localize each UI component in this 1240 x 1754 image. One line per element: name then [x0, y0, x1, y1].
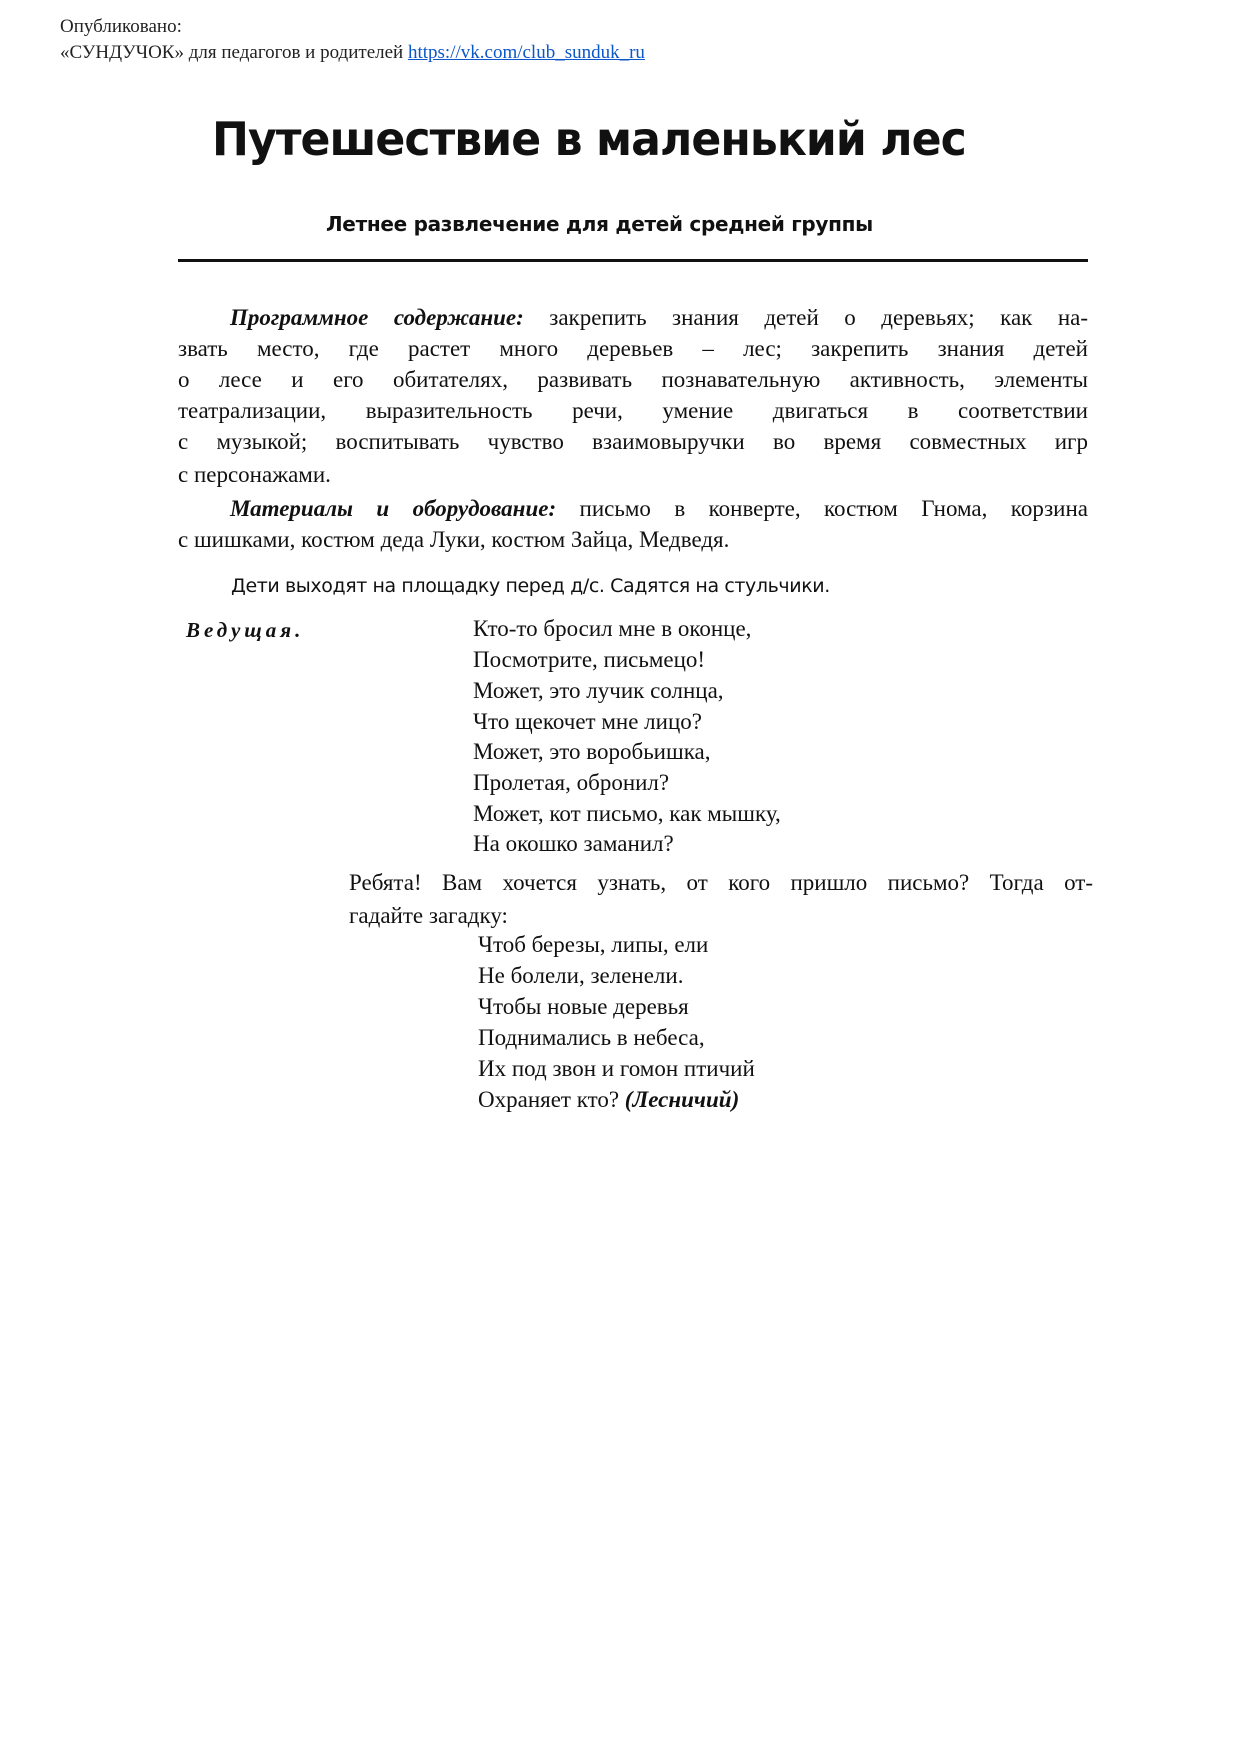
materials-lead: Материалы и оборудование: — [230, 496, 557, 521]
verse-line: Может, это лучик солнца, — [473, 678, 724, 703]
program-lead: Программное содержание: — [230, 305, 524, 330]
question-line: гадайте загадку: — [349, 903, 508, 928]
riddle-line: Их под звон и гомон птичий — [478, 1056, 755, 1081]
program-line: с персонажами. — [178, 462, 331, 487]
page-title: Путешествие в маленький лес — [212, 112, 966, 166]
riddle-line: Поднимались в небеса, — [478, 1025, 705, 1050]
source-link[interactable]: https://vk.com/club_sunduk_ru — [407, 42, 645, 63]
source-text: «СУНДУЧОК» для педагогов и родителей — [60, 42, 404, 63]
program-line: театрализации, выразительность речи, умение двигаться в соответствии — [178, 398, 1088, 423]
subtitle: Летнее развлечение для детей средней группы — [326, 212, 873, 236]
verse-line: Что щекочет мне лицо? — [473, 709, 702, 734]
verse-line: Посмотрите, письмецо! — [473, 647, 706, 672]
verse-line: Может, это воробьишка, — [473, 739, 711, 764]
program-line: с музыкой; воспитывать чувство взаимовыручки во время совместных игр — [178, 429, 1088, 454]
program-line — [230, 305, 1088, 331]
riddle-line: Чтоб березы, липы, ели — [478, 932, 709, 957]
materials-line: с шишками, костюм деда Луки, костюм Зайца, Медведя. — [178, 527, 730, 552]
verse-line: Пролетая, обронил? — [473, 770, 670, 795]
riddle-line — [478, 1087, 739, 1113]
program-line: звать место, где растет много деревьев – лес; закрепить знания детей — [178, 336, 1088, 361]
riddle-answer: (Лесничий) — [624, 1087, 740, 1112]
speaker-label: Ведущая. — [186, 618, 305, 642]
riddle-line: Не болели, зеленели. — [478, 963, 684, 988]
riddle-line: Чтобы новые деревья — [478, 994, 689, 1019]
materials-line — [230, 496, 1088, 522]
verse-line: На окошко заманил? — [473, 831, 674, 856]
verse-line: Кто-то бросил мне в оконце, — [473, 616, 752, 641]
published-label: Опубликовано: — [60, 16, 182, 37]
program-text: закрепить знания детей о деревьях; как на- — [549, 305, 1089, 330]
verse-line: Может, кот письмо, как мышку, — [473, 801, 781, 826]
question-line: Ребята! Вам хочется узнать, от кого пришло письмо? Тогда от- — [349, 870, 1093, 895]
divider — [178, 259, 1088, 262]
materials-text: письмо в конверте, костюм Гнома, корзина — [579, 496, 1089, 521]
program-line: о лесе и его обитателях, развивать познавательную активность, элементы — [178, 367, 1088, 392]
source-line — [60, 42, 645, 64]
stage-note: Дети выходят на площадку перед д/с. Садятся на стульчики. — [231, 575, 830, 597]
riddle-text: Охраняет кто? — [478, 1087, 620, 1112]
